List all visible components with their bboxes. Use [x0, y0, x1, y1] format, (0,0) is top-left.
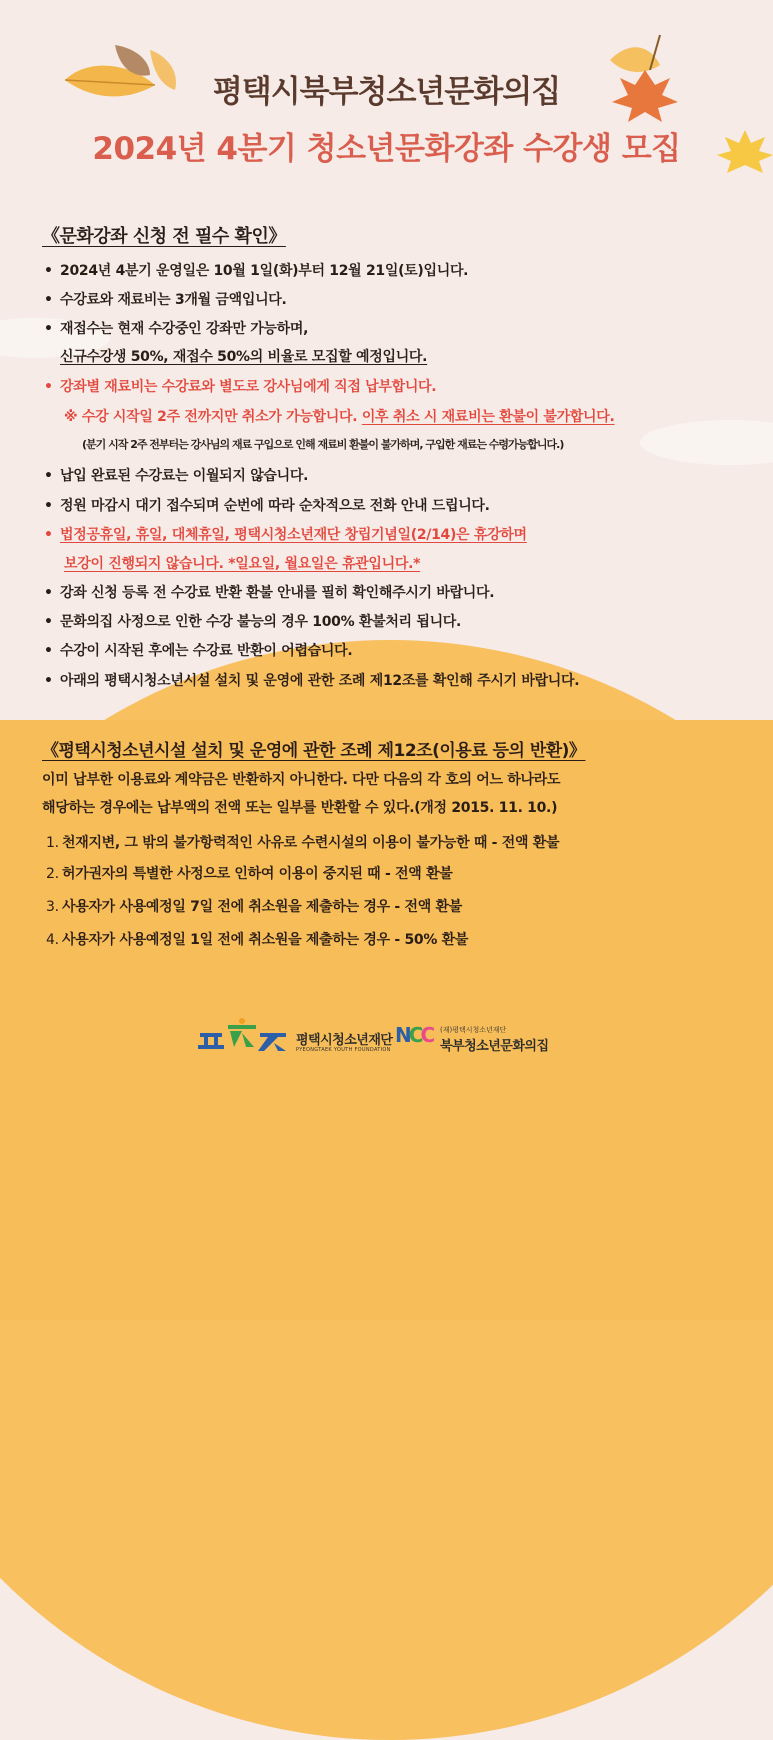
page-subtitle: 2024년 4분기 청소년문화강좌 수강생 모집 [92, 131, 681, 167]
ordinance-paragraph: 이미 납부한 이용료와 계약금은 반환하지 아니한다. 다만 다음의 각 호의 어느 하나라도 [42, 772, 561, 788]
list-item: • 문화의집 사정으로 인한 수강 불능의 경우 100% 환불처리 됩니다. [44, 614, 462, 630]
list-item: • 법정공휴일, 휴일, 대체휴일, 평택시청소년재단 창립기념일(2/14)은 휴강하며 [44, 527, 527, 543]
ordinance-paragraph: 해당하는 경우에는 납부액의 전액 또는 일부를 반환할 수 있다.(개정 2015. 11. 10.) [42, 800, 558, 816]
list-item: ※ 수강 시작일 2주 전까지만 취소가 가능합니다. 이후 취소 시 재료비는 환불이 불가합니다. [64, 409, 615, 425]
list-item: • 강좌 신청 등록 전 수강료 반환 환불 안내를 필히 확인해주시기 바랍니다. [44, 585, 495, 601]
small-note: (분기 시작 2주 전부터는 강사님의 재료 구입으로 인해 재료비 환불이 불가하며, 구입한 재료는 수령가능합니다.) [82, 438, 564, 451]
ordinance-item: 4. 사용자가 사용예정일 1일 전에 취소원을 제출하는 경우 - 50% 환불 [46, 932, 469, 948]
footer [0, 1015, 773, 1065]
list-item: • 정원 마감시 대기 접수되며 순번에 따라 순차적으로 전화 안내 드립니다. [44, 498, 490, 514]
ordinance-item: 2. 허가권자의 특별한 사정으로 인하여 이용이 중지된 때 - 전액 환불 [46, 866, 453, 882]
foundation-logo-icon [198, 1015, 290, 1055]
list-item: • 수강이 시작된 후에는 수강료 반환이 어렵습니다. [44, 643, 353, 659]
list-item: 신규수강생 50%, 재접수 50%의 비율로 모집할 예정입니다. [60, 349, 428, 365]
page-title: 평택시북부청소년문화의집 [212, 74, 561, 110]
center-org-small: (재)평택시청소년재단 [440, 1026, 507, 1034]
foundation-name: 평택시청소년재단 [296, 1033, 393, 1048]
foundation-name-en: PYEONGTAEK YOUTH FOUNDATION [296, 1047, 391, 1053]
list-item: • 강좌별 재료비는 수강료와 별도로 강사님에게 직접 납부합니다. [44, 379, 437, 395]
list-item: • 수강료와 재료비는 3개월 금액입니다. [44, 292, 287, 308]
ordinance-item: 1. 천재지변, 그 밖의 불가항력적인 사유로 수련시설의 이용이 불가능한 때 - 전액 환불 [46, 835, 560, 851]
cloud-decoration [640, 420, 773, 465]
list-item: • 납입 완료된 수강료는 이월되지 않습니다. [44, 468, 309, 484]
notice-heading: 《문화강좌 신청 전 필수 확인》 [42, 226, 286, 247]
ordinance-item: 3. 사용자가 사용예정일 7일 전에 취소원을 제출하는 경우 - 전액 환불 [46, 899, 462, 915]
ncc-logo: NCC [395, 1023, 433, 1047]
list-item: • 2024년 4분기 운영일은 10월 1일(화)부터 12월 21일(토)입니다. [44, 263, 469, 279]
cancel-warning: 이후 취소 시 재료비는 환불이 불가합니다. [361, 409, 615, 425]
list-item: • 아래의 평택시청소년시설 설치 및 운영에 관한 조례 제12조를 확인해 주시기 바랍니다. [44, 673, 580, 689]
center-name: 북부청소년문화의집 [440, 1039, 549, 1054]
ordinance-heading: 《평택시청소년시설 설치 및 운영에 관한 조례 제12조(이용료 등의 반환)》 [42, 741, 586, 761]
list-item: • 재접수는 현재 수강중인 강좌만 가능하며, [44, 321, 309, 337]
list-item: 보강이 진행되지 않습니다. *일요일, 월요일은 휴관입니다.* [64, 556, 421, 572]
